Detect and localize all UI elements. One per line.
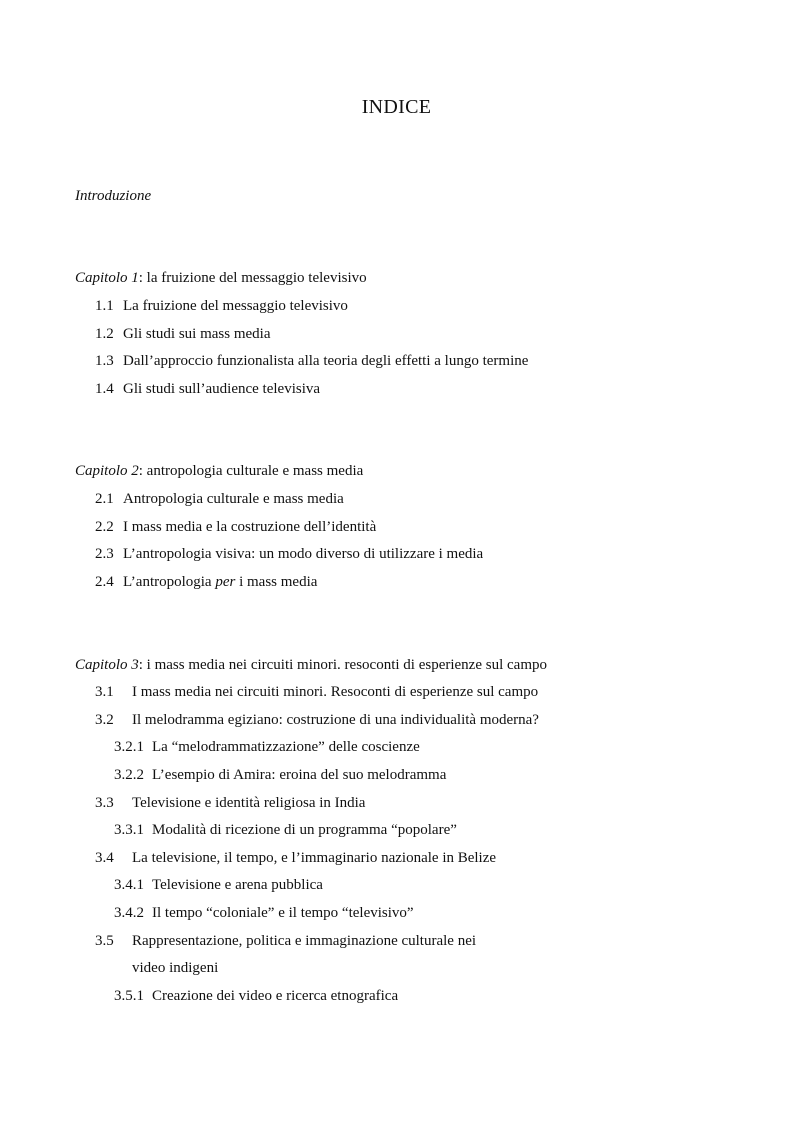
toc-entry-3-2-1[interactable] — [114, 737, 420, 757]
toc-number: 3.3 — [95, 795, 114, 811]
toc-entry-2-3[interactable] — [95, 544, 483, 564]
toc-text: L’antropologia — [123, 574, 216, 590]
toc-entry-2-4[interactable] — [95, 572, 317, 592]
toc-entry-1-4[interactable] — [95, 379, 320, 399]
toc-number: 3.2.1 — [114, 739, 144, 755]
toc-entry-2-1[interactable] — [95, 489, 344, 509]
toc-text: Creazione dei video e ricerca etnografica — [152, 988, 399, 1004]
toc-entry-3-5-1[interactable] — [114, 986, 398, 1006]
toc-number: 2.4 — [95, 574, 114, 590]
toc-entry-3-3-1[interactable] — [114, 820, 457, 840]
toc-text: Gli studi sull’audience televisiva — [123, 381, 321, 397]
toc-number: 3.2.2 — [114, 767, 144, 783]
toc-number: 3.3.1 — [114, 822, 144, 838]
toc-number: 3.4.1 — [114, 877, 144, 893]
toc-number: 1.2 — [95, 326, 114, 342]
toc-entry-3-3[interactable] — [95, 793, 365, 813]
toc-number: 3.4 — [95, 850, 114, 866]
toc-number: 2.2 — [95, 519, 114, 535]
toc-text: La fruizione del messaggio televisivo — [123, 298, 348, 314]
toc-text: Il tempo “coloniale” e il tempo “televisivo” — [152, 905, 414, 921]
toc-introduzione[interactable]: Introduzione — [75, 188, 152, 204]
toc-text: L’esempio di Amira: eroina del suo melodramma — [152, 767, 447, 783]
toc-text: i mass media — [235, 574, 318, 590]
toc-text: La televisione, il tempo, e l’immaginario nazionale in Belize — [132, 850, 497, 866]
toc-text: Televisione e identità religiosa in India — [132, 795, 366, 811]
toc-text: L’antropologia visiva: un modo diverso di utilizzare i media — [123, 546, 484, 562]
toc-number: 3.5 — [95, 933, 114, 949]
toc-entry-1-3[interactable] — [95, 351, 528, 371]
toc-number: 3.2 — [95, 712, 114, 728]
toc-entry-3-5-continuation[interactable]: video indigeni — [132, 960, 219, 976]
toc-text: Il melodramma egiziano: costruzione di una individualità moderna? — [132, 712, 539, 728]
chapter-1-title: : la fruizione del messaggio televisivo — [138, 270, 367, 286]
toc-text: Modalità di ricezione di un programma “popolare” — [152, 822, 457, 838]
chapter-1-heading[interactable] — [75, 268, 367, 288]
toc-number: 3.1 — [95, 684, 114, 700]
chapter-1-label: Capitolo 1 — [75, 270, 139, 286]
toc-entry-3-4[interactable] — [95, 848, 496, 868]
toc-entry-2-2[interactable] — [95, 517, 376, 537]
toc-text-italic: per — [215, 574, 236, 590]
toc-entry-3-5[interactable] — [95, 931, 476, 951]
toc-number: 2.3 — [95, 546, 114, 562]
toc-entry-3-2-2[interactable] — [114, 765, 446, 785]
toc-text: Gli studi sui mass media — [123, 326, 271, 342]
toc-text: I mass media e la costruzione dell’identità — [123, 519, 377, 535]
chapter-3-label: Capitolo 3 — [75, 657, 139, 673]
page-title: INDICE — [361, 96, 432, 118]
toc-entry-3-2[interactable] — [95, 710, 539, 730]
toc-number: 2.1 — [95, 491, 114, 507]
toc-text: Rappresentazione, politica e immaginazione culturale nei — [132, 933, 477, 949]
toc-number: 1.1 — [95, 298, 114, 314]
toc-number: 1.3 — [95, 353, 114, 369]
chapter-3-title: : i mass media nei circuiti minori. resoconti di esperienze sul campo — [138, 657, 547, 673]
toc-text: Antropologia culturale e mass media — [123, 491, 344, 507]
chapter-2-label: Capitolo 2 — [75, 463, 139, 479]
chapter-2-title: : antropologia culturale e mass media — [138, 463, 364, 479]
chapter-2-heading[interactable] — [75, 461, 363, 481]
chapter-3-heading[interactable] — [75, 655, 547, 675]
toc-entry-1-1[interactable] — [95, 296, 348, 316]
toc-text: La “melodrammatizzazione” delle coscienze — [152, 739, 420, 755]
toc-text: Dall’approccio funzionalista alla teoria degli effetti a lungo termine — [123, 353, 529, 369]
toc-entry-1-2[interactable] — [95, 324, 271, 344]
toc-entry-3-1[interactable] — [95, 682, 538, 702]
toc-text: Televisione e arena pubblica — [152, 877, 323, 893]
toc-number: 1.4 — [95, 381, 114, 397]
toc-entry-3-4-1[interactable] — [114, 875, 323, 895]
toc-entry-3-4-2[interactable] — [114, 903, 414, 923]
toc-number: 3.5.1 — [114, 988, 144, 1004]
toc-text: I mass media nei circuiti minori. Resoconti di esperienze sul campo — [132, 684, 539, 700]
toc-number: 3.4.2 — [114, 905, 144, 921]
